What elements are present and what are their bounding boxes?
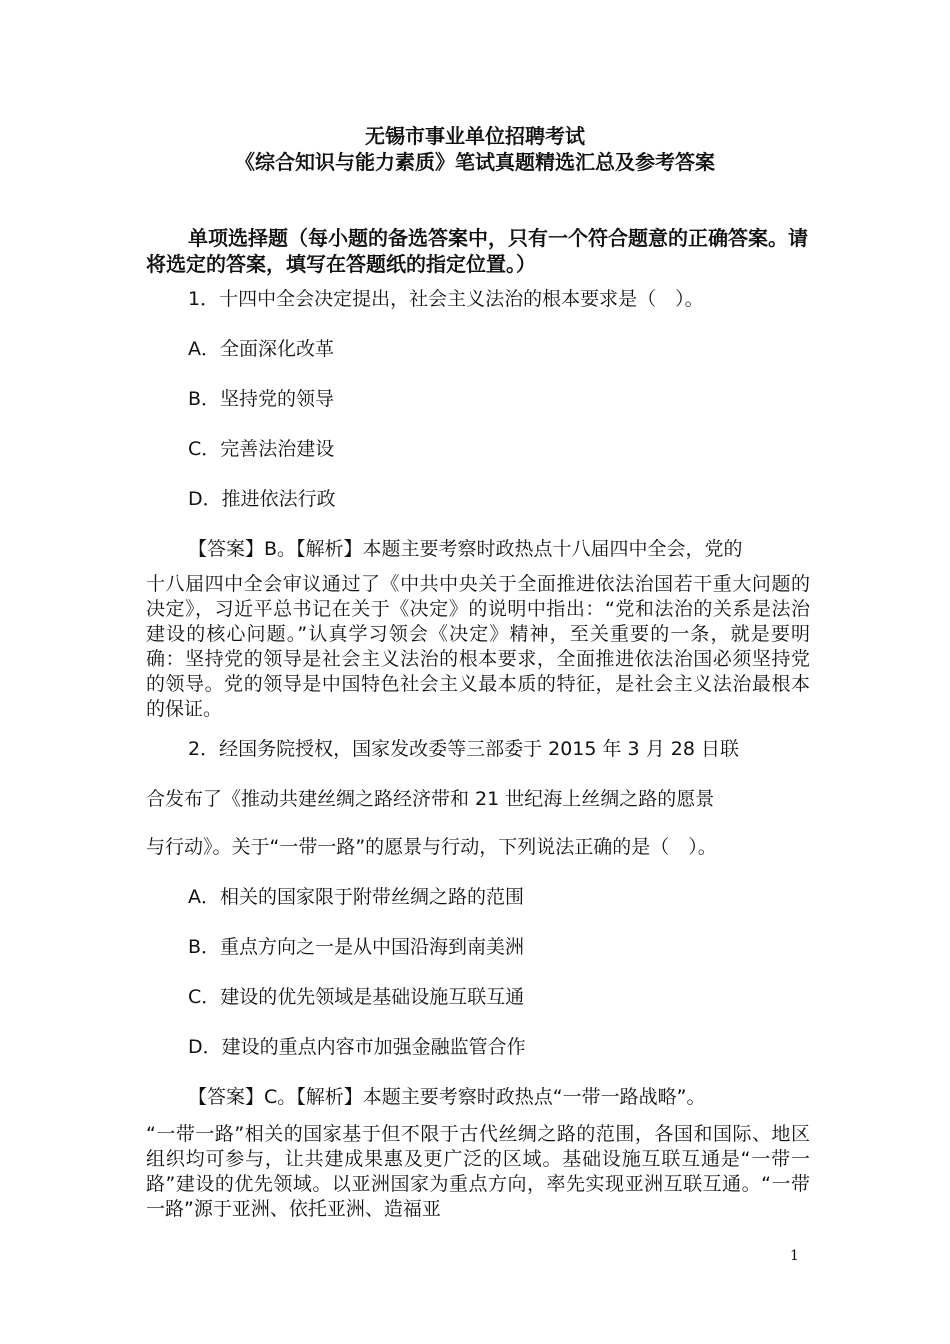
question-1-option-d: D．推进依法行政	[188, 488, 336, 510]
question-1-option-a: A．全面深化改革	[188, 338, 334, 360]
page-number: 1	[790, 1248, 799, 1264]
question-1-option-c: C．完善法治建设	[188, 438, 335, 460]
section-instructions: 单项选择题（每小题的备选答案中，只有一个符合题意的正确答案。请将选定的答案，填写在答题纸的指定位置。）	[146, 226, 808, 276]
document-title-line1: 无锡市事业单位招聘考试	[365, 124, 585, 148]
question-1-option-b: B．坚持党的领导	[188, 388, 335, 410]
question-2-option-b: B．重点方向之一是从中国沿海到南美洲	[188, 936, 525, 958]
question-2-option-c: C．建设的优先领域是基础设施互联互通	[188, 986, 525, 1008]
question-2-option-a: A．相关的国家限于附带丝绸之路的范围	[188, 886, 524, 908]
question-2-option-d: D．建设的重点内容市加强金融监管合作	[188, 1036, 526, 1058]
question-2-stem-line3: 与行动》。关于“一带一路”的愿景与行动，下列说法正确的是（ ）。	[146, 836, 717, 858]
question-2-explanation: “一带一路”相关的国家基于但不限于古代丝绸之路的范围，各国和国际、地区组织均可参与，让共建成果惠及更广泛的区域。基础设施互联互通是“一带一路”建设的优先领域。以亚洲国家为重点方向，率先实现亚洲互联互通。“一带一路”源于亚洲、依托亚洲、造福亚	[146, 1123, 810, 1220]
question-1-answer: 【答案】B。【解析】本题主要考察时政热点十八届四中全会，党的	[188, 538, 743, 560]
question-2-answer: 【答案】C。【解析】本题主要考察时政热点“一带一路战略”。	[188, 1086, 706, 1108]
question-2-stem-line2: 合发布了《推动共建丝绸之路经济带和 21 世纪海上丝绸之路的愿景	[146, 788, 715, 810]
question-1-stem: 1．十四中全会决定提出，社会主义法治的根本要求是（ ）。	[188, 288, 704, 310]
document-title-line2: 《综合知识与能力素质》笔试真题精选汇总及参考答案	[235, 150, 715, 174]
question-1-explanation: 十八届四中全会审议通过了《中共中央关于全面推进依法治国若干重大问题的决定》，习近平总书记在关于《决定》的说明中指出：“党和法治的关系是法治建设的核心问题。”认真学习领会《决定》精神，至关重要的一条，就是要明确：坚持党的领导是社会主义法治的根本要求，全面推进依法治国必须坚持党的领导。党的领导是中国特色社会主义最本质的特征，是社会主义法治最根本的保证。	[146, 573, 810, 720]
question-2-stem-line1: 2．经国务院授权，国家发改委等三部委于 2015 年 3 月 28 日联	[188, 738, 739, 760]
